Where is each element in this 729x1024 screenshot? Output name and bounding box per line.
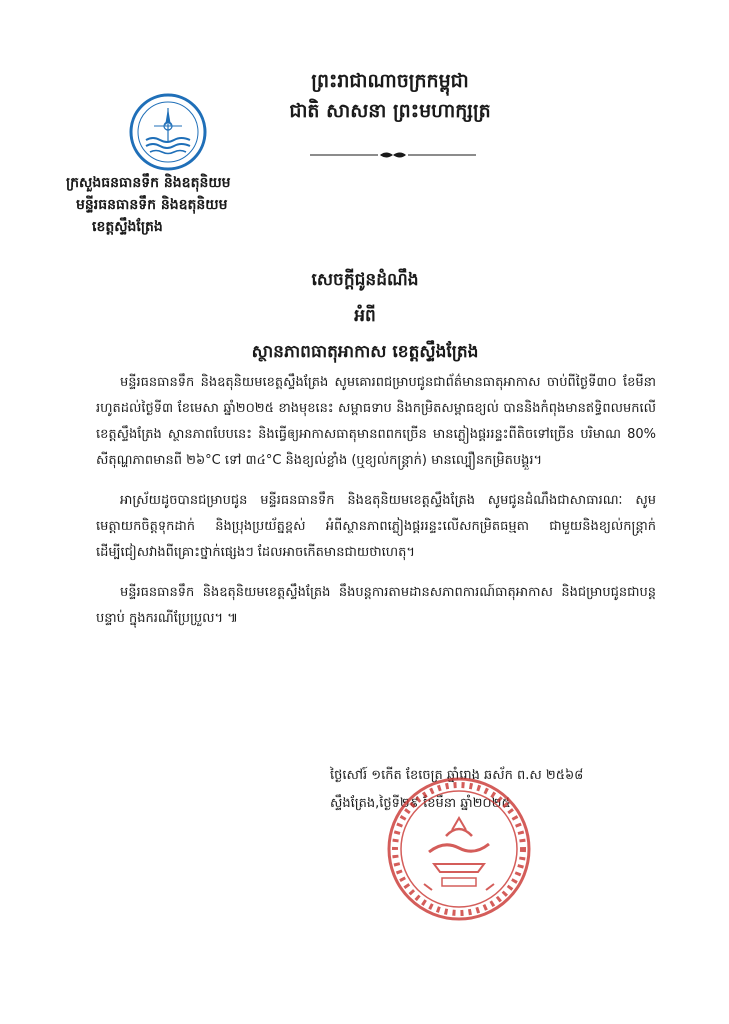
- body-paragraph-1: មន្ទីរធនធានទឹក និងឧតុនិយមខេត្តស្ទឹងត្រែង សូមគោរពជម្រាបជូនជាព័ត៌មានធាតុអាកាស ចាប់ពីថ្ងៃទី៣០ ខែមីនា រហូតដល់ថ្ងៃទី៣ ខែមេសា ឆ្នាំ២០២៥ ខាងមុខនេះ សម្ពាធទាប និងកម្រិតសម្ពាធខ្យល់ បាននិងកំពុងមានឥទ្ធិពលមកលើខេត្តស្ទឹងត្រែង ស្ថានភាពបែបនេះ និងធ្វើឲ្យអាកាសធាតុមានពពកច្រើន មានភ្លៀងផ្គររន្ទះពីតិចទៅច្រើន បរិមាណ 80% សីតុណ្ហភាពមានពី ២៦°C ទៅ ៣៤°C និងខ្យល់ខ្លាំង (ឬខ្យល់កន្ត្រាក់) មានល្បឿនកម្រិតបង្គួរ។: [96, 375, 656, 468]
- ministry-name: ក្រសួងធនធានទឹក និងឧតុនិយម: [66, 175, 231, 191]
- issuer-block: [66, 172, 366, 238]
- kingdom-title: ព្រះរាជាណាចក្រកម្ពុជា: [311, 70, 469, 92]
- province-name: ខេត្តស្ទឹងត្រែង: [92, 219, 163, 235]
- national-motto: ជាតិ សាសនា ព្រះមហាក្សត្រ: [289, 100, 491, 122]
- solar-date: ស្ទឹងត្រែង,ថ្ងៃទី២៩ ខែមីនា ឆ្នាំ២០២៥: [330, 796, 511, 811]
- kingdom-header: [240, 66, 540, 126]
- notice-title: [120, 262, 610, 370]
- ministry-logo-icon: [128, 92, 208, 172]
- notice-body: [96, 370, 656, 646]
- official-seal-icon: [384, 774, 534, 924]
- title-line-1: សេចក្ដីជូនដំណឹង: [311, 270, 419, 290]
- lunar-date: ថ្ងៃសៅរ៍ ១កើត ខែចេត្រ ឆ្នាំរោង ឆស័ក ព.ស ២៥៦៨: [330, 768, 584, 783]
- body-paragraph-2: អាស្រ័យដូចបានជម្រាបជូន មន្ទីរធនធានទឹក និងឧតុនិយមខេត្តស្ទឹងត្រែង សូមជូនដំណឹងជាសាធារណៈ សូមមេត្តាយកចិត្តទុកដាក់ និងប្រុងប្រយ័ត្នខ្ពស់ អំពីស្ថានភាពភ្លៀងផ្គររន្ទះលើសកម្រិតធម្មតា ជាមួយនិងខ្យល់កន្ត្រាក់ ដើម្បីជៀសវាងពីគ្រោះថ្នាក់ផ្សេងៗ ដែលអាចកើតមានជាយថាហេតុ។: [96, 493, 656, 560]
- title-line-3: ស្ថានភាពធាតុអាកាស ខេត្តស្ទឹងត្រែង: [251, 342, 479, 362]
- body-paragraph-3: មន្ទីរធនធានទឹក និងឧតុនិយមខេត្តស្ទឹងត្រែង នឹងបន្តការតាមដានសភាពការណ៍ធាតុអាកាស និងជម្រាបជូនជាបន្តបន្ទាប់ ក្នុងករណីប្រែប្រួល។ ៕: [96, 585, 656, 626]
- department-name: មន្ទីរធនធានទឹក និងឧតុនិយម: [76, 197, 228, 213]
- ornamental-divider-icon: [308, 150, 478, 160]
- title-line-2: អំពី: [354, 306, 376, 326]
